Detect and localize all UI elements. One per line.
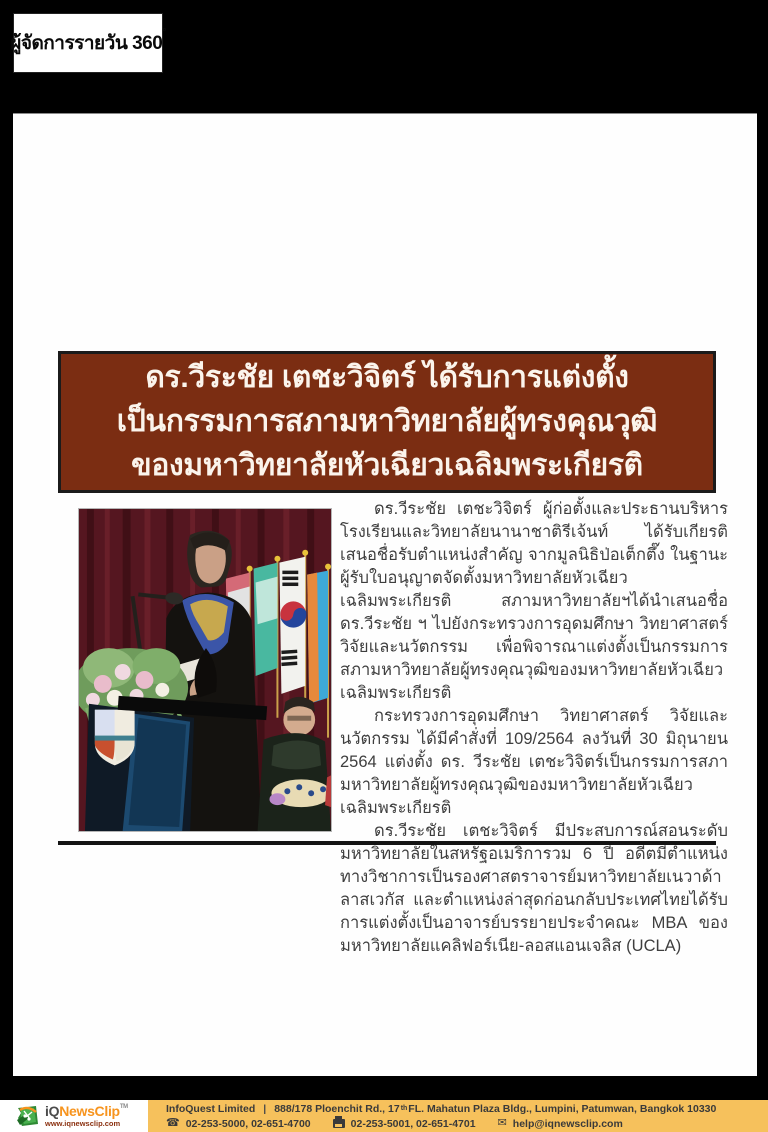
footer-address-line [166, 1103, 768, 1115]
footer-contact-info [148, 1100, 768, 1132]
newspaper-name: ผู้จัดการรายวัน 360 [10, 33, 163, 54]
newspaper-logo-text [10, 28, 166, 58]
headline-line-1: ดร.วีระชัย เตชะวิจิตร์ ได้รับการแต่งตั้ง [145, 361, 629, 394]
email-address: help@iqnewsclip.com [512, 1117, 623, 1130]
phone-numbers: 02-253-5000, 02-651-4700 [185, 1117, 311, 1130]
footer-contact-line [166, 1118, 768, 1130]
headline-line-2: เป็นกรรมการสภามหาวิทยาลัยผู้ทรงคุณวุฒิ [116, 405, 658, 438]
paragraph-1: ดร.วีระชัย เตชะวิจิตร์ ผู้ก่อตั้งและประธานบริหารโรงเรียนและวิทยาลัยนานาชาติรีเจ้นท์ ได้รับเกียรติเสนอชื่อรับตำแหน่งสำคัญ จากมูลนิธิป่อเต็กตึ๊ง ในฐานะผู้รับใบอนุญาตจัดตั้งมหาวิทยาลัยหัวเฉียวเฉลิมพระเกียรติ สภามหาวิทยาลัยฯได้นำเสนอชื่อดร.วีระชัย ฯ ไปยังกระทรวงการอุดมศึกษา วิทยาศาสตร์ วิจัยและนวัตกรรม เพื่อพิจารณาแต่งตั้งเป็นกรรมการสภามหาวิทยาลัยผู้ทรงคุณวุฒิของมหาวิทยาลัยหัวเฉียวเฉลิมพระเกียรติ [340, 500, 728, 702]
headline-banner [58, 351, 716, 493]
article-bottom-rule [58, 841, 716, 845]
address-part1: 888/178 Ploenchit Rd., 17 [274, 1102, 400, 1115]
paragraph-2: กระทรวงการอุดมศึกษา วิทยาศาสตร์ วิจัยและนวัตกรรม ได้มีคำสั่งที่ 109/2564 ลงวันที่ 30 มิถุนายน 2564 แต่งตั้ง ดร. วีระชัย เตชะวิจิตร์เป็นกรรมการสภามหาวิทยาลัยผู้ทรงคุณวุฒิของมหาวิทยาลัยหัวเฉียวเฉลิมพระเกียรติ [340, 707, 728, 817]
trademark-symbol: TM [119, 1104, 128, 1111]
newspaper-logo-box [10, 13, 166, 73]
company-name: InfoQuest Limited [166, 1102, 256, 1115]
address-ordinal: th [400, 1105, 408, 1112]
fax-group [333, 1118, 476, 1130]
phone-group [166, 1118, 311, 1130]
fax-numbers: 02-253-5001, 02-651-4701 [350, 1117, 476, 1130]
phone-icon: ☎ [166, 1117, 180, 1129]
brand-name [45, 1104, 128, 1118]
fax-printer-icon [333, 1119, 345, 1128]
iqnewsclip-brand-box [0, 1100, 148, 1132]
photo-illustration [79, 509, 331, 831]
degree-symbol: ° [162, 27, 166, 38]
separator: | [263, 1102, 267, 1115]
address-part2: FL. Mahatun Plaza Bldg., Lumpini, Patumwan, Bangkok 10330 [408, 1102, 717, 1115]
email-group [498, 1118, 623, 1130]
email-icon: ✉ [497, 1117, 507, 1129]
brand-name-newsclip: NewsClip [59, 1103, 120, 1120]
iqnewsclip-logo-icon [16, 1104, 40, 1128]
paragraph-3: ดร.วีระชัย เตชะวิจิตร์ มีประสบการณ์สอนระดับมหาวิทยาลัยในสหรัฐอเมริการวม 6 ปี อดีตมีตำแหน่งทางวิชาการเป็นรองศาสตราจารย์มหาวิทยาลัยเนวาด้า ลาสเวกัส และตำแหน่งล่าสุดก่อนกลับประเทศไทยได้รับการแต่งตั้งเป็นอาจารย์บรรยายประจำคณะ MBA ของมหาวิทยาลัยแคลิฟอร์เนีย-ลอสแอนเจลิส (UCLA) [340, 822, 728, 955]
article-body [340, 498, 728, 958]
headline-line-3: ของมหาวิทยาลัยหัวเฉียวเฉลิมพระเกียรติ [131, 449, 643, 482]
brand-text [45, 1104, 128, 1128]
article-photo [78, 508, 332, 832]
news-clipping-page [13, 113, 757, 1076]
brand-name-iq: iQ [45, 1103, 60, 1120]
brand-website: www.iqnewsclip.com [45, 1119, 121, 1129]
footer-bar [0, 1100, 768, 1132]
